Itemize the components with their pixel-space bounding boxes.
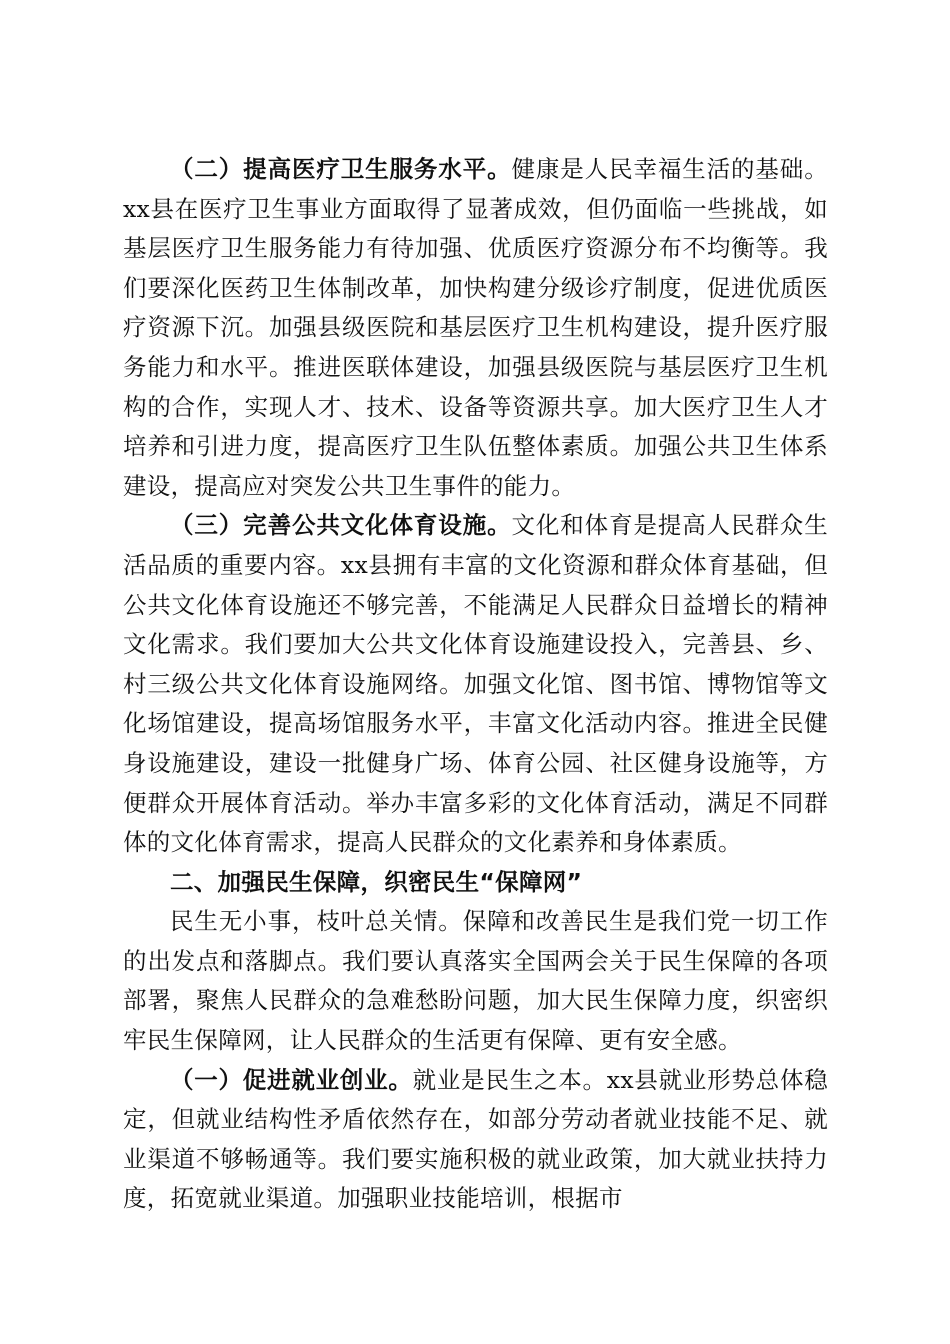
paragraph-employment [123,1061,828,1219]
paragraph-lead: （二）提高医疗卫生服务水平。 [170,155,512,183]
section-intro: 民生无小事，枝叶总关情。保障和改善民生是我们党一切工作的出发点和落脚点。我们要认真落实全国两会关于民生保障的各项部署，聚焦人民群众的急难愁盼问题，加大民生保障力度，织密织牢民生保障网，让人民群众的生活更有保障、更有安全感。 [123,907,828,1055]
paragraph-body: 健康是人民幸福生活的基础。xx县在医疗卫生事业方面取得了显著成效，但仍面临一些挑战，如基层医疗卫生服务能力有待加强、优质医疗资源分布不均衡等。我们要深化医药卫生体制改革，加快构建分级诊疗制度，促进优质医疗资源下沉。加强县级医院和基层医疗卫生机构建设，提升医疗服务能力和水平。推进医联体建设，加强县级医院与基层医疗卫生机构的合作，实现人才、技术、设备等资源共享。加大医疗卫生人才培养和引进力度，提高医疗卫生队伍整体素质。加强公共卫生体系建设，提高应对突发公共卫生事件的能力。 [123,155,829,500]
paragraph-body: 文化和体育是提高人民群众生活品质的重要内容。xx县拥有丰富的文化资源和群众体育基础，但公共文化体育设施还不够完善，不能满足人民群众日益增长的精神文化需求。我们要加大公共文化体育设施建设投入，完善县、乡、村三级公共文化体育设施网络。加强文化馆、图书馆、博物馆等文化场馆建设，提高场馆服务水平，丰富文化活动内容。推进全民健身设施建设，建设一批健身广场、体育公园、社区健身设施等，方便群众开展体育活动。举办丰富多彩的文化体育活动，满足不同群体的文化体育需求，提高人民群众的文化素养和身体素质。 [123,511,829,857]
paragraph-healthcare [123,150,828,506]
paragraph-body: 就业是民生之本。xx县就业形势总体稳定，但就业结构性矛盾依然存在，如部分劳动者就业技能不足、就业渠道不够畅通等。我们要实施积极的就业政策，加大就业扶持力度，拓宽就业渠道。加强职业技能培训，根据市 [123,1065,829,1213]
section-heading: 二、加强民生保障，织密民生“保障网” [170,867,583,896]
paragraph-lead: （一）促进就业创业。 [170,1065,413,1094]
paragraph-lead: （三）完善公共文化体育设施。 [170,511,512,540]
document-body [123,150,828,1219]
paragraph-culture-sports [123,506,828,862]
